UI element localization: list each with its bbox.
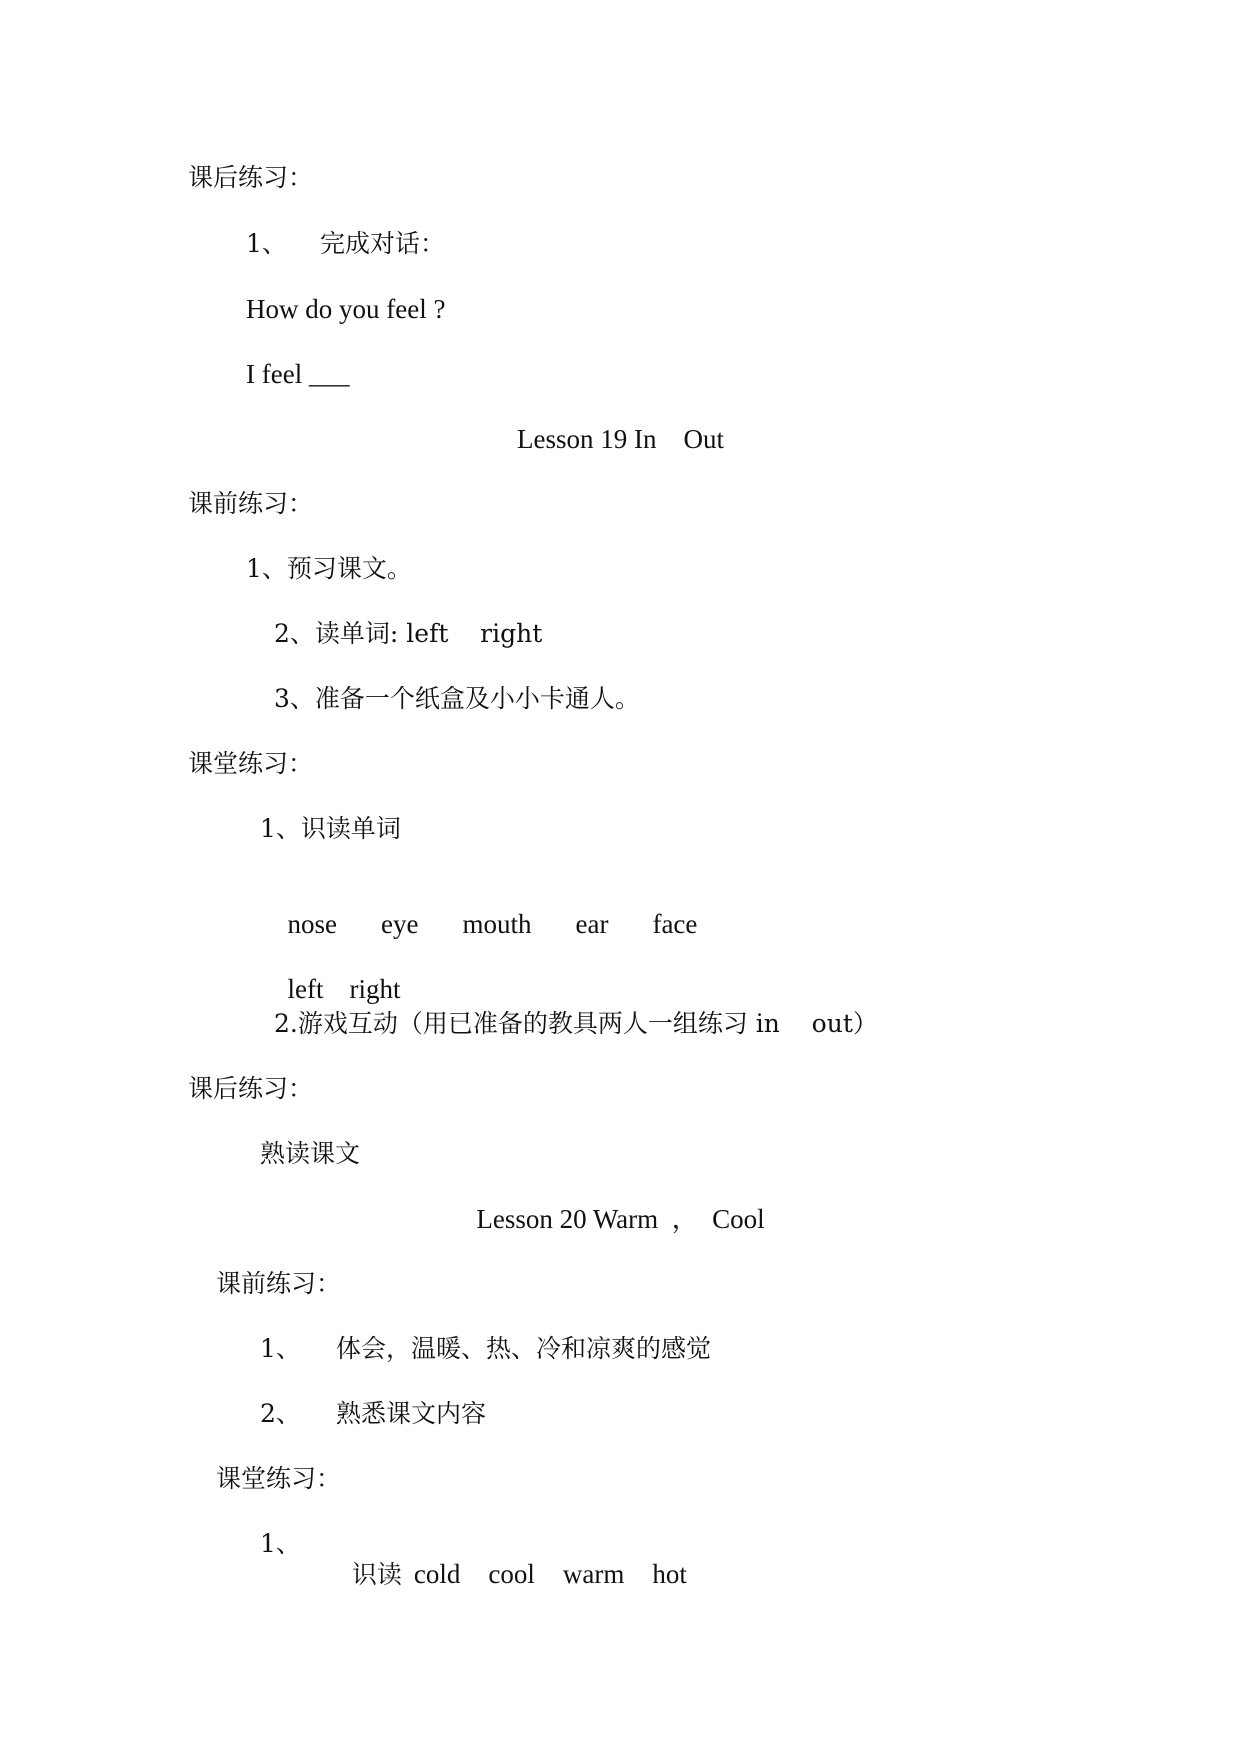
- lesson-19-after-class-item: 熟读课文: [260, 1139, 361, 1168]
- lesson-20-before-item-2-number: 2、: [260, 1399, 301, 1428]
- word-hot: hot: [652, 1559, 687, 1589]
- lesson-19-after-class-heading: 课后练习：: [188, 1074, 314, 1103]
- lesson-20-in-class-item-1: [336, 1529, 687, 1590]
- lesson-19-before-class-heading: 课前练习：: [188, 489, 314, 518]
- lesson-20-before-item-2-text: 熟悉课文内容: [336, 1399, 487, 1428]
- after-class-heading: 课后练习：: [188, 163, 314, 192]
- lesson-19-before-item-1: 1、预习课文。: [246, 554, 412, 583]
- lesson-19-in-class-item-2: 2.游戏互动（用已准备的教具两人一组练习 in out）: [274, 1009, 878, 1038]
- dialog-question: How do you feel ?: [246, 294, 446, 324]
- lesson-20-in-class-heading: 课堂练习：: [216, 1464, 342, 1493]
- word-row-2: [274, 944, 400, 1004]
- in-class-label: 识读: [351, 1560, 402, 1589]
- word-row-1: [274, 879, 697, 939]
- lesson-20-before-class-heading: 课前练习：: [216, 1269, 342, 1298]
- lesson-19-in-class-heading: 课堂练习：: [188, 749, 314, 778]
- lesson-19-title: Lesson 19 In Out: [517, 424, 724, 454]
- word-cool: cool: [488, 1559, 535, 1589]
- dialog-answer: I feel ___: [246, 359, 350, 389]
- exercise-item-1-number: 1、: [246, 229, 287, 258]
- word-eye: eye: [381, 909, 419, 939]
- word-right: right: [349, 974, 401, 1004]
- word-ear: ear: [575, 909, 609, 939]
- word-mouth: mouth: [462, 909, 532, 939]
- word-left: left: [287, 974, 324, 1004]
- word-nose: nose: [287, 909, 337, 939]
- lesson-20-before-item-1-number: 1、: [260, 1334, 301, 1363]
- word-cold: cold: [413, 1559, 461, 1589]
- lesson-20-title: Lesson 20 Warm ， Cool: [476, 1204, 765, 1234]
- word-warm: warm: [562, 1559, 625, 1589]
- word-face: face: [652, 909, 698, 939]
- lesson-20-in-class-item-1-number: 1、: [260, 1529, 301, 1558]
- lesson-20-before-item-1-text: 体会，温暖、热、冷和凉爽的感觉: [336, 1334, 712, 1363]
- lesson-19-before-item-3: 3、准备一个纸盒及小小卡通人。: [274, 684, 640, 713]
- lesson-19-in-class-item-1: 1、识读单词: [260, 814, 401, 843]
- exercise-item-1-text: 完成对话：: [320, 229, 446, 258]
- lesson-19-before-item-2: 2、读单词: left right: [274, 619, 543, 648]
